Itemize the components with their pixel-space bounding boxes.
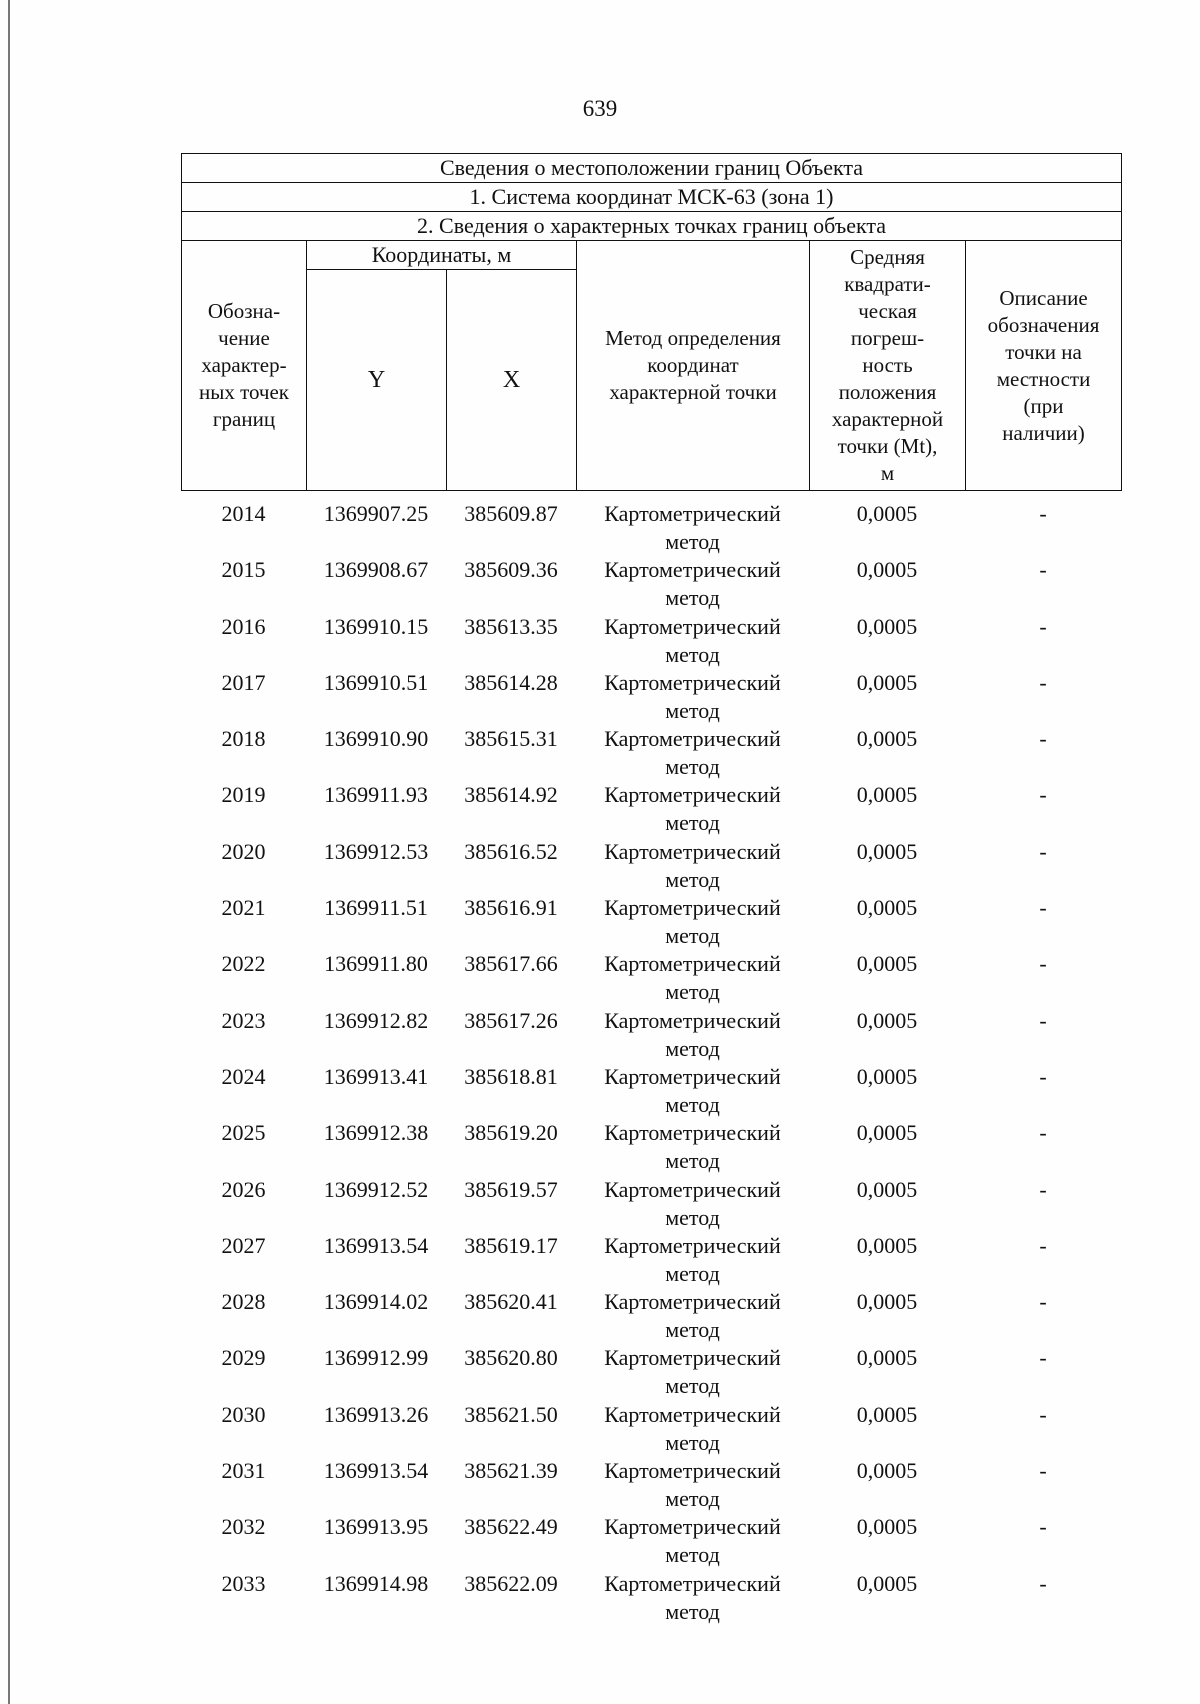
coord-y: 1369913.95 [323, 1514, 429, 1540]
header-line: положения [838, 380, 937, 404]
table-row [181, 1004, 1121, 1060]
coord-y: 1369912.52 [323, 1176, 429, 1202]
table-row [181, 553, 1121, 609]
header-line: Описание [999, 285, 1088, 310]
header-table [181, 153, 1122, 491]
method-line: метод [665, 641, 720, 667]
method-line: метод [665, 529, 720, 554]
coord-x: 385617.66 [464, 951, 558, 977]
table-row [181, 1116, 1121, 1172]
point-id: 2017 [221, 669, 266, 695]
point-id: 2029 [221, 1345, 266, 1371]
coord-x: 385619.57 [464, 1176, 558, 1202]
point-description: - [1039, 1120, 1047, 1146]
point-id: 2015 [221, 557, 266, 583]
mean-square-error: 0,0005 [856, 782, 918, 808]
method-line: метод [665, 1035, 720, 1061]
point-description: - [1039, 1401, 1047, 1427]
point-id: 2021 [221, 895, 266, 921]
method-line: метод [665, 1091, 720, 1117]
method-line: Картометрический [604, 838, 781, 864]
method-line: метод [665, 754, 720, 780]
coord-x: 385614.92 [464, 782, 558, 808]
method-line: Картометрический [604, 1514, 781, 1540]
point-id: 2022 [221, 951, 266, 977]
method [576, 1513, 809, 1569]
coord-y: 1369913.26 [323, 1401, 429, 1427]
mean-square-error: 0,0005 [856, 1063, 918, 1089]
point-id: 2028 [221, 1289, 266, 1315]
method-line: метод [665, 585, 720, 611]
point-id: 2018 [221, 726, 266, 752]
header-line: наличии) [1002, 420, 1085, 445]
scan-edge [8, 0, 10, 1704]
coord-y: 1369912.38 [323, 1120, 429, 1146]
coord-system: 1. Система координат МСК-63 (зона 1) [182, 183, 1122, 212]
point-id: 2030 [221, 1401, 266, 1427]
point-id: 2016 [221, 613, 266, 639]
coord-x: 385619.20 [464, 1120, 558, 1146]
mean-square-error: 0,0005 [856, 951, 918, 977]
col-method-header [577, 241, 810, 491]
point-description: - [1039, 782, 1047, 808]
point-id: 2019 [221, 782, 266, 808]
header-line: обозначения [987, 312, 1100, 337]
coord-y: 1369911.80 [324, 951, 428, 977]
page-number: 639 [582, 96, 618, 121]
header-line: Обозна- [207, 299, 281, 323]
header-line: границ [212, 407, 276, 431]
table-row [181, 497, 1121, 553]
coord-y: 1369912.99 [323, 1345, 429, 1371]
method [576, 1288, 809, 1344]
method-line: метод [665, 697, 720, 723]
data-rows [181, 497, 1121, 1623]
method-line: Картометрический [604, 782, 781, 808]
point-description: - [1039, 669, 1047, 695]
col-x-header: X [447, 270, 577, 491]
col-designation-header [182, 241, 307, 491]
mean-square-error: 0,0005 [856, 726, 918, 752]
method-line: метод [665, 1204, 720, 1230]
method-line: Картометрический [604, 1176, 781, 1202]
mean-square-error: 0,0005 [856, 1458, 918, 1484]
point-description: - [1039, 1176, 1047, 1202]
mean-square-error: 0,0005 [856, 1401, 918, 1427]
point-id: 2014 [221, 501, 266, 526]
method [576, 950, 809, 1006]
point-description: - [1039, 1289, 1047, 1315]
method [576, 725, 809, 781]
point-id: 2024 [221, 1063, 266, 1089]
point-description: - [1039, 557, 1047, 583]
mean-square-error: 0,0005 [856, 1176, 918, 1202]
col-coords-header: Координаты, м [307, 241, 577, 270]
mean-square-error: 0,0005 [856, 1120, 918, 1146]
point-description: - [1039, 1007, 1047, 1033]
mean-square-error: 0,0005 [856, 557, 918, 583]
method-line: метод [665, 923, 720, 949]
method-line: метод [665, 810, 720, 836]
table-row [181, 1173, 1121, 1229]
mean-square-error: 0,0005 [856, 613, 918, 639]
method-line: Картометрический [604, 895, 781, 921]
table-row [181, 891, 1121, 947]
coord-y: 1369913.41 [323, 1063, 429, 1089]
method [576, 781, 809, 837]
header-line: ность [862, 353, 913, 377]
col-description-header [966, 241, 1122, 491]
coord-x: 385618.81 [464, 1063, 558, 1089]
method-line: Картометрический [604, 951, 781, 977]
table-row [181, 1229, 1121, 1285]
method-line: Картометрический [604, 1458, 781, 1484]
method [576, 1119, 809, 1175]
header-line: погреш- [850, 326, 925, 350]
point-description: - [1039, 613, 1047, 639]
coord-x: 385614.28 [464, 669, 558, 695]
method [576, 1007, 809, 1063]
method-line: Картометрический [604, 1007, 781, 1033]
mean-square-error: 0,0005 [856, 669, 918, 695]
method-line: метод [665, 1486, 720, 1512]
coord-y: 1369913.54 [323, 1458, 429, 1484]
method [576, 500, 809, 556]
header-line: Средняя [850, 245, 925, 269]
method-line: метод [665, 866, 720, 892]
point-description: - [1039, 1514, 1047, 1540]
table-row [181, 1285, 1121, 1341]
coord-y: 1369911.93 [324, 782, 428, 808]
method-line: Картометрический [604, 1345, 781, 1371]
mean-square-error: 0,0005 [856, 1007, 918, 1033]
point-description: - [1039, 1458, 1047, 1484]
header-line: характерной [831, 407, 944, 431]
table-row [181, 1454, 1121, 1510]
table-title: Сведения о местоположении границ Объекта [182, 154, 1122, 183]
table-row [181, 947, 1121, 1003]
method [576, 1063, 809, 1119]
mean-square-error: 0,0005 [856, 895, 918, 921]
table-row [181, 1567, 1121, 1623]
header-line: характер- [201, 353, 287, 377]
header-line: чение [218, 326, 270, 350]
table-row [181, 1060, 1121, 1116]
header-line: координат [647, 353, 739, 377]
table-row [181, 1398, 1121, 1454]
header-line: точки (Mt), [837, 434, 938, 458]
coord-x: 385613.35 [464, 613, 558, 639]
method [576, 1232, 809, 1288]
coord-x: 385622.49 [464, 1514, 558, 1540]
point-description: - [1039, 1345, 1047, 1371]
method [576, 1457, 809, 1513]
coord-x: 385615.31 [464, 726, 558, 752]
method [576, 1176, 809, 1232]
header-line: ных точек [198, 380, 290, 404]
method-line: Картометрический [604, 669, 781, 695]
point-id: 2027 [221, 1232, 266, 1258]
method-line: Картометрический [604, 1289, 781, 1315]
method-line: Картометрический [604, 1063, 781, 1089]
coord-y: 1369912.53 [323, 838, 429, 864]
point-id: 2025 [221, 1120, 266, 1146]
coord-x: 385620.80 [464, 1345, 558, 1371]
table-row [181, 666, 1121, 722]
method [576, 613, 809, 669]
table-row [181, 1510, 1121, 1566]
method-line: Картометрический [604, 1401, 781, 1427]
point-id: 2023 [221, 1007, 266, 1033]
table-row [181, 835, 1121, 891]
method [576, 556, 809, 612]
table-row [181, 722, 1121, 778]
method-line: метод [665, 1598, 720, 1624]
point-description: - [1039, 895, 1047, 921]
method-line: Картометрический [604, 1232, 781, 1258]
method-line: Картометрический [604, 1120, 781, 1146]
point-id: 2032 [221, 1514, 266, 1540]
method [576, 669, 809, 725]
coord-y: 1369914.98 [323, 1570, 429, 1596]
point-description: - [1039, 1063, 1047, 1089]
method-line: метод [665, 1148, 720, 1174]
col-y-header: Y [307, 270, 447, 491]
coord-x: 385617.26 [464, 1007, 558, 1033]
point-id: 2033 [221, 1570, 266, 1596]
point-id: 2026 [221, 1176, 266, 1202]
coord-y: 1369907.25 [323, 501, 429, 526]
method-line: метод [665, 1373, 720, 1399]
coord-y: 1369913.54 [323, 1232, 429, 1258]
table-row [181, 1341, 1121, 1397]
point-description: - [1039, 1570, 1047, 1596]
coord-x: 385621.39 [464, 1458, 558, 1484]
point-description: - [1039, 838, 1047, 864]
method-line: метод [665, 1317, 720, 1343]
coord-y: 1369908.67 [323, 557, 429, 583]
col-error-header [810, 241, 966, 491]
header-line: квадрати- [844, 272, 931, 296]
method [576, 1570, 809, 1626]
header-line: (при [1023, 393, 1064, 418]
header-line: ческая [858, 299, 917, 323]
method-line: Картометрический [604, 1570, 781, 1596]
point-description: - [1039, 951, 1047, 977]
table-row [181, 610, 1121, 666]
coord-y: 1369912.82 [323, 1007, 429, 1033]
coord-y: 1369910.15 [323, 613, 429, 639]
mean-square-error: 0,0005 [856, 501, 918, 526]
header-line: местности [996, 366, 1091, 391]
point-description: - [1039, 726, 1047, 752]
coord-x: 385616.91 [464, 895, 558, 921]
coord-x: 385621.50 [464, 1401, 558, 1427]
method-line: Картометрический [604, 501, 781, 526]
point-id: 2031 [221, 1458, 266, 1484]
method [576, 838, 809, 894]
header-line: м [880, 461, 895, 485]
coord-x: 385609.36 [464, 557, 558, 583]
method-line: метод [665, 979, 720, 1005]
coord-x: 385609.87 [464, 501, 558, 526]
method-line: Картометрический [604, 613, 781, 639]
header-line: Метод определения [605, 326, 781, 350]
coord-x: 385619.17 [464, 1232, 558, 1258]
method-line: Картометрический [604, 557, 781, 583]
point-description: - [1039, 1232, 1047, 1258]
points-section: 2. Сведения о характерных точках границ объекта [182, 212, 1122, 241]
method-line: метод [665, 1260, 720, 1286]
method [576, 1401, 809, 1457]
header-line: характерной точки [609, 380, 777, 404]
mean-square-error: 0,0005 [856, 1232, 918, 1258]
method [576, 894, 809, 950]
coord-x: 385616.52 [464, 838, 558, 864]
coord-y: 1369910.51 [323, 669, 429, 695]
mean-square-error: 0,0005 [856, 838, 918, 864]
method-line: Картометрический [604, 726, 781, 752]
mean-square-error: 0,0005 [856, 1345, 918, 1371]
coord-y: 1369911.51 [324, 895, 428, 921]
point-id: 2020 [221, 838, 266, 864]
mean-square-error: 0,0005 [856, 1289, 918, 1315]
point-description: - [1039, 501, 1047, 526]
method-line: метод [665, 1542, 720, 1568]
coord-x: 385622.09 [464, 1570, 558, 1596]
method [576, 1344, 809, 1400]
mean-square-error: 0,0005 [856, 1570, 918, 1596]
coord-x: 385620.41 [464, 1289, 558, 1315]
header-line: точки на [1005, 339, 1082, 364]
coord-y: 1369914.02 [323, 1289, 429, 1315]
coord-y: 1369910.90 [323, 726, 429, 752]
method-line: метод [665, 1429, 720, 1455]
mean-square-error: 0,0005 [856, 1514, 918, 1540]
table-row [181, 778, 1121, 834]
